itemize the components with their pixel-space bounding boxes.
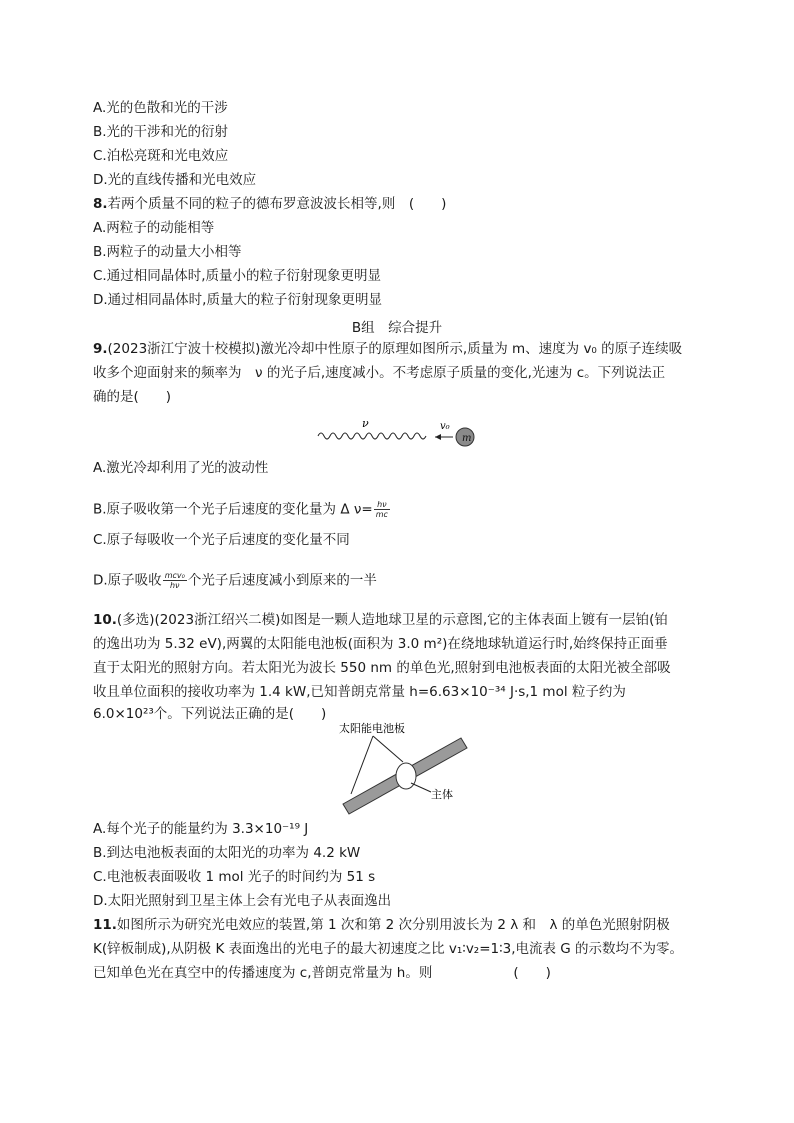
- satellite-body: [396, 763, 416, 789]
- mass-label: m: [462, 433, 472, 444]
- nu-label: ν: [362, 418, 369, 430]
- q9-option-d-text: D.原子吸收: [93, 572, 162, 589]
- q9-option-d-fraction: [163, 571, 187, 590]
- q10-option-b: B.到达电池板表面的太阳光的功率为 4.2 kW: [93, 845, 361, 861]
- q10-stem-line4: 收且单位面积的接收功率为 1.4 kW,已知普朗克常量 h=6.63×10⁻³⁴ J·s,1 mol 粒子约为: [93, 684, 626, 700]
- q10-stem-line1: [93, 611, 668, 629]
- fraction-numerator: mcv₀: [164, 571, 185, 580]
- q8-text: 若两个质量不同的粒子的德布罗意波波长相等,则 ( ): [107, 196, 447, 212]
- q7-option-a: A.光的色散和光的干涉: [93, 100, 228, 116]
- solar-panel-label: 太阳能电池板: [339, 722, 405, 735]
- q9-option-b-fraction: [374, 500, 390, 519]
- q8-option-a: A.两粒子的动能相等: [93, 220, 215, 236]
- q8-number: 8.: [93, 196, 108, 212]
- panel-leader-left: [351, 736, 373, 794]
- q8-stem: [93, 195, 446, 213]
- q7-option-c: C.泊松亮斑和光电效应: [93, 148, 229, 164]
- q10-stem-line3: 直于太阳光的照射方向。若太阳光为波长 550 nm 的单色光,照射到电池板表面的太阳光被全部吸: [93, 660, 671, 676]
- q9-option-d-rest: 个光子后速度减小到原来的一半: [187, 572, 377, 589]
- q11-number: 11.: [93, 917, 117, 933]
- velocity-arrowhead: [435, 434, 441, 440]
- q9-option-b: [93, 500, 391, 519]
- q10-option-a: A.每个光子的能量约为 3.3×10⁻¹⁹ J: [93, 821, 309, 837]
- body-leader: [411, 783, 431, 792]
- q8-option-d: D.通过相同晶体时,质量大的粒子衍射现象更明显: [93, 292, 382, 308]
- v0-label: v₀: [440, 421, 450, 432]
- q8-option-b: B.两粒子的动量大小相等: [93, 244, 242, 260]
- q9-option-b-text: B.原子吸收第一个光子后速度的变化量为 Δ ν=: [93, 501, 373, 518]
- q10-number: 10.: [93, 612, 117, 628]
- q11-text-1: 如图所示为研究光电效应的装置,第 1 次和第 2 次分别用波长为 2 λ 和 λ 的单色光照射阴极: [116, 917, 670, 933]
- fraction-numerator: hν: [374, 500, 390, 510]
- q11-stem-line2: K(锌板制成),从阴极 K 表面逸出的光电子的最大初速度之比 v₁∶v₂=1∶3,电流表 G 的示数均不为零。: [93, 941, 684, 957]
- q9-option-c: C.原子每吸收一个光子后速度的变化量不同: [93, 532, 350, 548]
- q8-option-c: C.通过相同晶体时,质量小的粒子衍射现象更明显: [93, 268, 382, 284]
- q10-option-c: C.电池板表面吸收 1 mol 光子的时间约为 51 s: [93, 869, 376, 885]
- laser-cooling-figure: [310, 418, 485, 454]
- q9-stem-line3: 确的是( ): [93, 389, 172, 405]
- q10-stem-line2: 的逸出功为 5.32 eV),两翼的太阳能电池板(面积为 3.0 m²)在绕地球轨道运行时,始终保持正面垂: [93, 636, 668, 652]
- q9-stem-line2: 收多个迎面射来的频率为 ν 的光子后,速度减小。不考虑原子质量的变化,光速为 c。下列说法正: [93, 365, 666, 381]
- body-label: 主体: [431, 788, 453, 801]
- q10-text-1: (多选)(2023浙江绍兴二模)如图是一颗人造地球卫星的示意图,它的主体表面上镀有一层铂(铂: [116, 612, 668, 628]
- q9-stem-line1: [93, 340, 682, 358]
- q7-option-b: B.光的干涉和光的衍射: [93, 124, 229, 140]
- fraction-denominator: hν: [169, 581, 180, 590]
- q9-option-a: A.激光冷却利用了光的波动性: [93, 460, 269, 476]
- fraction-denominator: mc: [375, 510, 388, 519]
- q9-option-d: [93, 571, 377, 590]
- q7-option-d: D.光的直线传播和光电效应: [93, 172, 257, 188]
- satellite-figure: [335, 720, 485, 820]
- q10-option-d: D.太阳光照射到卫星主体上会有光电子从表面逸出: [93, 893, 392, 909]
- q9-number: 9.: [93, 341, 108, 357]
- photon-wave: [318, 433, 426, 439]
- q11-stem-line1: [93, 916, 670, 934]
- section-heading: B组 综合提升: [351, 320, 443, 336]
- q10-stem-line5: 6.0×10²³个。下列说法正确的是( ): [93, 706, 327, 722]
- panel-leader-right: [373, 736, 403, 762]
- q11-stem-line3: 已知单色光在真空中的传播速度为 c,普朗克常量为 h。则 ( ): [93, 965, 551, 981]
- q9-text-1: (2023浙江宁波十校模拟)激光冷却中性原子的原理如图所示,质量为 m、速度为 v₀ 的原子连续吸: [107, 341, 683, 357]
